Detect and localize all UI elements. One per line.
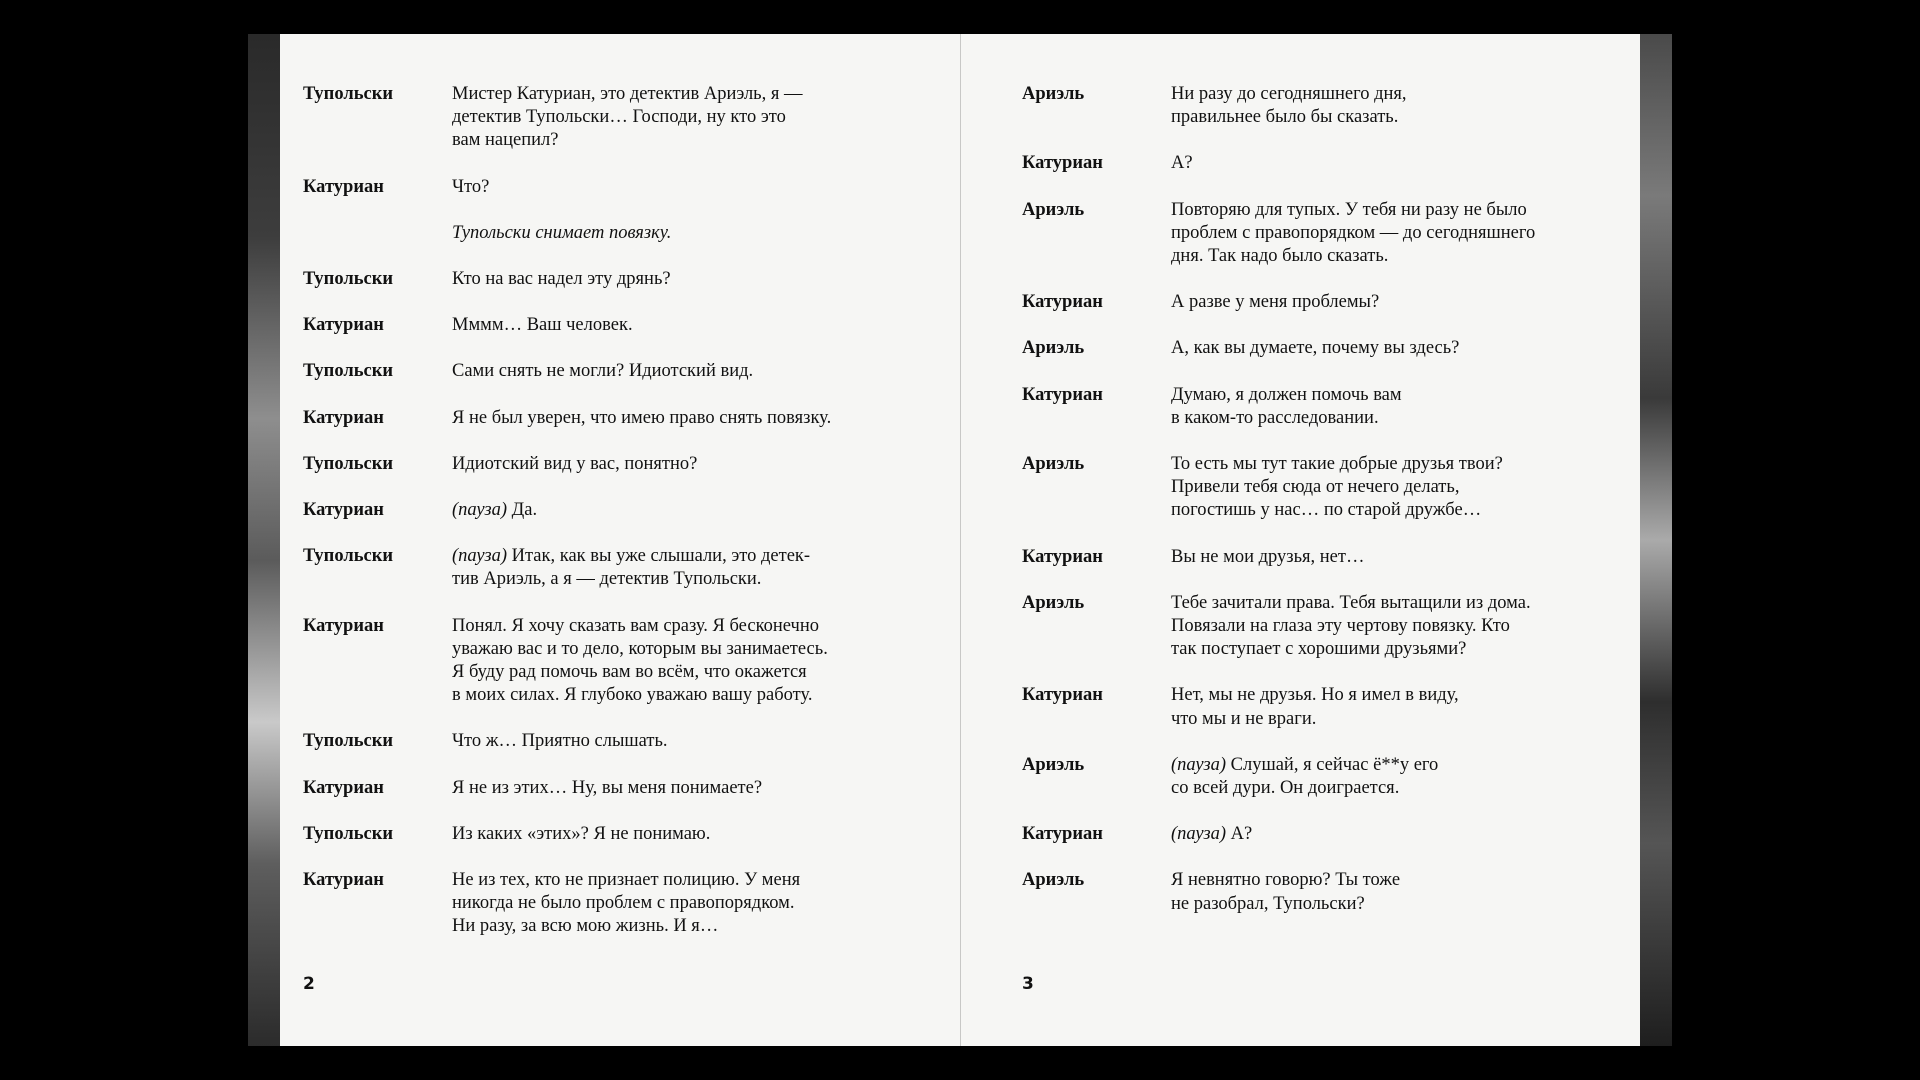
background-photo-left-edge <box>248 34 282 1046</box>
speaker-name: Катуриан <box>303 176 384 197</box>
speaker-name: Тупольски <box>303 453 394 474</box>
speaker-name: Ариэль <box>1022 870 1085 891</box>
text-row: Привели тебя сюда от нечего делать, <box>1171 477 1460 498</box>
text-row: Повязали на глаза эту чертову повязку. Кто <box>1171 616 1510 637</box>
speaker-name: Ариэль <box>1022 454 1085 475</box>
dialogue-line <box>1022 546 1582 569</box>
speaker-name <box>303 222 452 245</box>
dialogue-line <box>1022 384 1582 430</box>
dialogue-line <box>1022 337 1582 360</box>
speaker-name: Ариэль <box>1022 592 1085 613</box>
text-row: Нет, мы не друзья. Но я имел в виду, <box>1171 685 1459 706</box>
line-text <box>1171 684 1582 730</box>
text-row: проблем с правопорядком — до сегодняшнего <box>1171 222 1536 243</box>
text-row: уважаю вас и то дело, которым вы занимаетесь. <box>452 638 828 659</box>
line-text <box>1171 754 1582 800</box>
speaker-name: Катуриан <box>303 500 384 521</box>
text-row: Понял. Я хочу сказать вам сразу. Я бесконечно <box>452 615 819 636</box>
line-text <box>452 730 903 753</box>
speaker-name: Тупольски <box>303 361 394 382</box>
background-photo-right-edge <box>1638 34 1672 1046</box>
dialogue-line <box>1022 823 1582 846</box>
line-text <box>452 407 903 430</box>
dialogue-line <box>303 545 903 591</box>
line-text <box>1171 199 1582 269</box>
speaker-name: Катуриан <box>303 407 384 428</box>
text-row: Тупольски снимает повязку. <box>452 222 672 243</box>
text-row-rest: Слушай, я сейчас ё**у его <box>1226 754 1439 775</box>
stage-direction-inline: (пауза) <box>452 546 508 567</box>
stage-direction-inline: (пауза) <box>452 500 508 521</box>
dialogue-line <box>1022 453 1582 523</box>
dialogue-line <box>303 176 903 199</box>
line-text <box>452 268 903 291</box>
text-row: Кто на вас надел эту дрянь? <box>452 269 671 290</box>
text-row-rest: А? <box>1226 824 1253 845</box>
text-row: Идиотский вид у вас, понятно? <box>452 453 698 474</box>
text-row: А, как вы думаете, почему вы здесь? <box>1171 338 1460 359</box>
speaker-name: Тупольски <box>303 546 394 567</box>
dialogue-line <box>303 615 903 708</box>
line-text <box>452 176 903 199</box>
speaker-name: Катуриан <box>1022 384 1103 405</box>
dialogue-line <box>303 453 903 476</box>
speaker-name: Катуриан <box>303 615 384 636</box>
dialogue-line <box>1022 199 1582 269</box>
speaker-name: Катуриан <box>1022 153 1103 174</box>
text-row: То есть мы тут такие добрые друзья твои? <box>1171 454 1503 475</box>
text-row: Я не из этих… Ну, вы меня понимаете? <box>452 777 763 798</box>
line-text <box>452 869 903 939</box>
text-row: никогда не было проблем с правопорядком. <box>452 893 795 914</box>
dialogue-right <box>1022 83 1582 939</box>
stage-direction <box>303 222 903 245</box>
dialogue-left <box>303 83 903 962</box>
line-text <box>452 545 903 591</box>
line-text <box>1171 83 1582 129</box>
text-row: Что ж… Приятно слышать. <box>452 731 668 752</box>
line-text <box>452 83 903 153</box>
stage-direction-inline: (пауза) <box>1171 824 1227 845</box>
line-text <box>452 777 903 800</box>
dialogue-line <box>303 268 903 291</box>
speaker-name: Катуриан <box>1022 824 1103 845</box>
speaker-name: Ариэль <box>1022 754 1085 775</box>
text-row: Я буду рад помочь вам во всём, что окажется <box>452 662 807 683</box>
line-text <box>1171 592 1582 662</box>
stage-direction-inline: (пауза) <box>1171 754 1227 775</box>
text-row: Думаю, я должен помочь вам <box>1171 384 1402 405</box>
text-row: детектив Тупольски… Господи, ну кто это <box>452 107 786 128</box>
text-row: со всей дури. Он доиграется. <box>1171 778 1400 799</box>
speaker-name: Тупольски <box>303 823 394 844</box>
dialogue-line <box>1022 291 1582 314</box>
speaker-name: Катуриан <box>303 777 384 798</box>
text-row <box>1171 754 1582 777</box>
speaker-name: Ариэль <box>1022 199 1085 220</box>
dialogue-line <box>303 83 903 153</box>
right-page <box>960 34 1640 1046</box>
text-row: Не из тех, кто не признает полицию. У меня <box>452 870 801 891</box>
speaker-name: Тупольски <box>303 731 394 752</box>
dialogue-line <box>303 869 903 939</box>
speaker-name: Ариэль <box>1022 84 1085 104</box>
book-spread <box>280 34 1640 1046</box>
dialogue-line <box>1022 869 1582 915</box>
dialogue-line <box>303 823 903 846</box>
line-text <box>1171 453 1582 523</box>
text-row: Мммм… Ваш человек. <box>452 315 633 336</box>
line-text <box>452 499 903 522</box>
text-row <box>452 499 903 522</box>
line-text <box>1171 291 1582 314</box>
text-row: Что? <box>452 176 490 197</box>
text-row <box>452 545 903 568</box>
text-row-rest: Да. <box>507 500 538 521</box>
page-number-left: 2 <box>303 974 315 994</box>
text-row: дня. Так надо было сказать. <box>1171 246 1389 267</box>
text-row: Я невнятно говорю? Ты тоже <box>1171 870 1401 891</box>
dialogue-line <box>303 407 903 430</box>
text-row: в моих силах. Я глубоко уважаю вашу работу. <box>452 685 813 706</box>
text-row: тив Ариэль, а я — детектив Тупольски. <box>452 569 762 590</box>
speaker-name: Катуриан <box>1022 685 1103 706</box>
text-row: правильнее было бы сказать. <box>1171 107 1399 128</box>
text-row-rest: Итак, как вы уже слышали, это детек- <box>507 546 811 567</box>
line-text <box>1171 823 1582 846</box>
text-row: Мистер Катуриан, это детектив Ариэль, я — <box>452 84 803 104</box>
text-row <box>1171 823 1582 846</box>
left-page <box>280 34 960 1046</box>
text-row: Повторяю для тупых. У тебя ни разу не было <box>1171 199 1527 220</box>
speaker-name: Тупольски <box>303 84 394 104</box>
dialogue-line <box>303 777 903 800</box>
text-row: Ни разу, за всю мою жизнь. И я… <box>452 916 719 937</box>
text-row: так поступает с хорошими друзьями? <box>1171 639 1467 660</box>
text-row: А? <box>1171 153 1193 174</box>
text-row: вам нацепил? <box>452 130 559 151</box>
line-text <box>1171 152 1582 175</box>
speaker-name: Катуриан <box>1022 292 1103 313</box>
dialogue-line <box>1022 754 1582 800</box>
line-text <box>1171 546 1582 569</box>
speaker-name: Катуриан <box>303 315 384 336</box>
dialogue-line <box>1022 592 1582 662</box>
text-row: Тебе зачитали права. Тебя вытащили из дома. <box>1171 592 1531 613</box>
dialogue-line <box>1022 83 1582 129</box>
dialogue-line <box>303 499 903 522</box>
speaker-name: Ариэль <box>1022 338 1085 359</box>
dialogue-line <box>303 360 903 383</box>
text-row: Вы не мои друзья, нет… <box>1171 546 1365 567</box>
line-text <box>452 453 903 476</box>
text-row: не разобрал, Тупольски? <box>1171 893 1365 914</box>
dialogue-line <box>1022 684 1582 730</box>
line-text <box>1171 869 1582 915</box>
text-row: Сами снять не могли? Идиотский вид. <box>452 361 754 382</box>
line-text <box>1171 384 1582 430</box>
text-row: погостишь у нас… по старой дружбе… <box>1171 500 1482 521</box>
text-row: Я не был уверен, что имею право снять повязку. <box>452 407 832 428</box>
speaker-name: Тупольски <box>303 269 394 290</box>
dialogue-line <box>303 730 903 753</box>
dialogue-line <box>1022 152 1582 175</box>
text-row: А разве у меня проблемы? <box>1171 292 1380 313</box>
line-text <box>1171 337 1582 360</box>
text-row: в каком-то расследовании. <box>1171 407 1379 428</box>
line-text <box>452 360 903 383</box>
dialogue-line <box>303 314 903 337</box>
line-text <box>452 823 903 846</box>
page-number-right: 3 <box>1022 974 1034 994</box>
speaker-name: Катуриан <box>303 870 384 891</box>
text-row: что мы и не враги. <box>1171 708 1317 729</box>
line-text <box>452 222 903 245</box>
speaker-name: Катуриан <box>1022 546 1103 567</box>
text-row: Ни разу до сегодняшнего дня, <box>1171 84 1407 104</box>
text-row: Из каких «этих»? Я не понимаю. <box>452 823 711 844</box>
line-text <box>452 314 903 337</box>
line-text <box>452 615 903 708</box>
